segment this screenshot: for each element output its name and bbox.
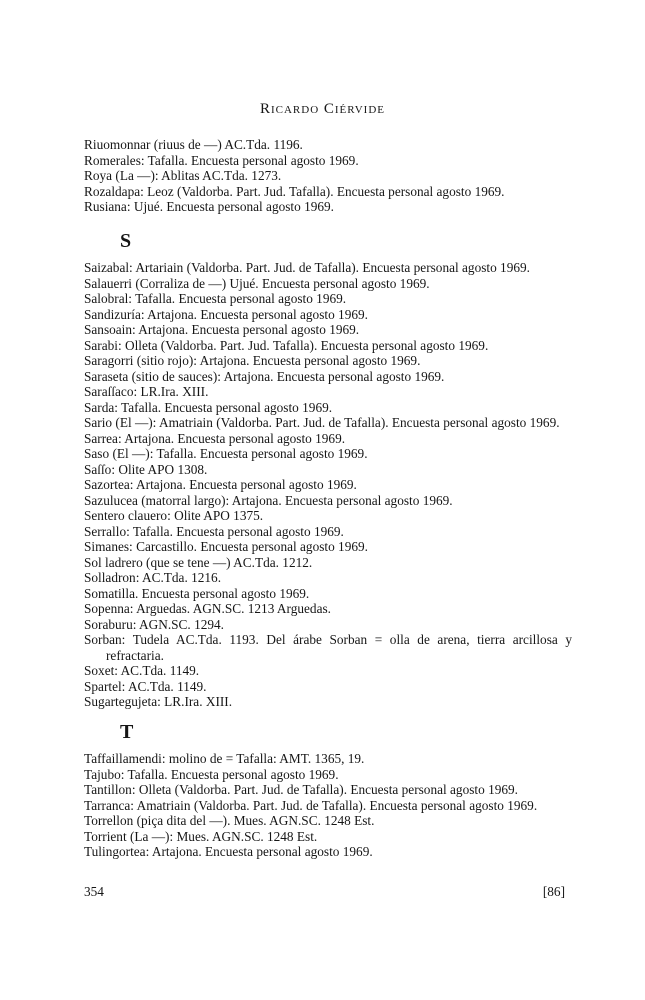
page-reference: [86]	[542, 884, 565, 899]
section-letter-s: S	[120, 230, 132, 252]
glossary-entry: Riuomonnar (riuus de —) AC.Tda. 1196.	[84, 137, 303, 152]
glossary-entry: Sazortea: Artajona. Encuesta personal agosto 1969.	[84, 477, 357, 492]
glossary-entry: Tulingortea: Artajona. Encuesta personal agosto 1969.	[84, 844, 373, 859]
glossary-entry: Somatilla. Encuesta personal agosto 1969.	[84, 585, 310, 601]
glossary-entry: Sazulucea (matorral largo): Artajona. Encuesta personal agosto 1969.	[84, 492, 453, 508]
glossary-entry: Solladron: AC.Tda. 1216.	[84, 570, 222, 585]
glossary-entry: Rozaldapa: Leoz (Valdorba. Part. Jud. Tafalla). Encuesta personal agosto 1969.	[84, 183, 505, 199]
page-number: 354	[84, 884, 104, 899]
glossary-entry: Sugartegujeta: LR.Ira. XIII.	[84, 694, 233, 709]
glossary-entry: Saso (El —): Tafalla. Encuesta personal agosto 1969.	[84, 446, 368, 461]
glossary-entry: Saraſſaco: LR.Ira. XIII.	[84, 384, 209, 399]
glossary-entry: Rusiana: Ujué. Encuesta personal agosto 1969.	[84, 199, 334, 214]
glossary-entry: Romerales: Tafalla. Encuesta personal agosto 1969.	[84, 152, 359, 168]
glossary-entry: Sarrea: Artajona. Encuesta personal agosto 1969.	[84, 430, 346, 446]
glossary-entry: Sol ladrero (que se tene —) AC.Tda. 1212.	[84, 554, 313, 570]
glossary-entry: Sopenna: Arguedas. AGN.SC. 1213 Arguedas.	[84, 601, 331, 616]
glossary-entry: Simanes: Carcastillo. Encuesta personal agosto 1969.	[84, 539, 368, 554]
running-header: Ricardo Ciérvide	[259, 101, 386, 117]
glossary-entry: Serrallo: Tafalla. Encuesta personal agosto 1969.	[84, 523, 344, 539]
glossary-entry: Salobral: Tafalla. Encuesta personal agosto 1969.	[84, 291, 347, 306]
glossary-entry: Roya (La —): Ablitas AC.Tda. 1273.	[84, 168, 282, 183]
glossary-entry: Sario (El —): Amatriain (Valdorba. Part. Jud. de Tafalla). Encuesta personal agosto 1969.	[84, 415, 560, 430]
glossary-entry: Sentero clauero: Olite APO 1375.	[84, 508, 264, 523]
entries-r	[84, 137, 572, 215]
glossary-entry: Saſſo: Olite APO 1308.	[84, 461, 208, 477]
glossary-entry: Taffaillamendi: molino de = Tafalla: AMT. 1365, 19.	[84, 751, 365, 766]
glossary-entry: Tarranca: Amatriain (Valdorba. Part. Jud. de Tafalla). Encuesta personal agosto 1969.	[84, 797, 538, 813]
glossary-entry: Sarda: Tafalla. Encuesta personal agosto 1969.	[84, 399, 333, 415]
glossary-entry: Salauerri (Corraliza de —) Ujué. Encuesta personal agosto 1969.	[84, 275, 430, 291]
glossary-entry: Spartel: AC.Tda. 1149.	[84, 678, 207, 694]
glossary-entry: Sarabi: Olleta (Valdorba. Part. Jud. Tafalla). Encuesta personal agosto 1969.	[84, 337, 489, 353]
glossary-entry: Tantillon: Olleta (Valdorba. Part. Jud. de Tafalla). Encuesta personal agosto 1969.	[84, 782, 518, 797]
glossary-entry: Torrellon (piça dita del —). Mues. AGN.SC. 1248 Est.	[84, 813, 375, 828]
glossary-entry: Sorban: Tudela AC.Tda. 1193. Del árabe Sorban = olla de arena, tierra arcillosa y refractaria.	[84, 632, 572, 663]
glossary-entry: Soxet: AC.Tda. 1149.	[84, 663, 200, 678]
glossary-entry: Soraburu: AGN.SC. 1294.	[84, 616, 224, 632]
glossary-entry: Sansoain: Artajona. Encuesta personal agosto 1969.	[84, 322, 360, 337]
section-letter-t: T	[120, 721, 134, 743]
glossary-entry: Saragorri (sitio rojo): Artajona. Encuesta personal agosto 1969.	[84, 353, 421, 368]
glossary-entry: Sandizuría: Artajona. Encuesta personal agosto 1969.	[84, 306, 368, 322]
entries-t	[84, 751, 572, 860]
entries-s	[84, 260, 572, 710]
glossary-entry: Saraseta (sitio de sauces): Artajona. Encuesta personal agosto 1969.	[84, 368, 445, 384]
glossary-entry: Torrient (La —): Mues. AGN.SC. 1248 Est.	[84, 828, 318, 844]
glossary-entry: Tajubo: Tafalla. Encuesta personal agosto 1969.	[84, 766, 339, 782]
glossary-entry: Saizabal: Artariain (Valdorba. Part. Jud. de Tafalla). Encuesta personal agosto 1969.	[84, 260, 530, 275]
